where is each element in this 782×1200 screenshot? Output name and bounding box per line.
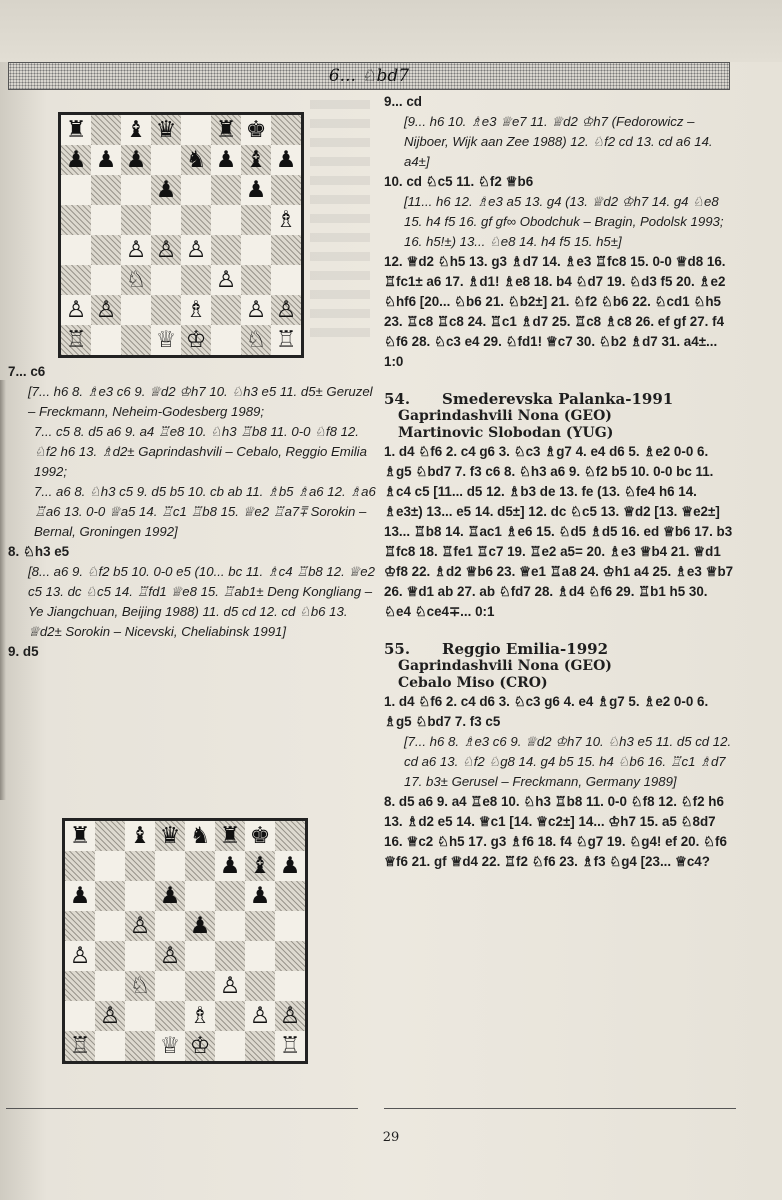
board-square — [65, 821, 95, 851]
move-text: 9... cd — [384, 94, 422, 109]
board-square — [185, 971, 215, 1001]
board-square — [155, 971, 185, 1001]
board-square — [155, 1031, 185, 1061]
board-square — [215, 821, 245, 851]
chess-piece-icon: ♝ — [249, 852, 271, 879]
board-square — [185, 1031, 215, 1061]
footer-rule-left — [6, 1108, 358, 1109]
chess-piece-icon: ♘ — [129, 972, 151, 999]
board-square — [91, 265, 121, 295]
board-square — [91, 235, 121, 265]
board-square — [121, 235, 151, 265]
chess-piece-icon: ♘ — [125, 266, 147, 293]
annotation-text: [7... h6 8. ♗e3 c6 9. ♕d2 ♔h7 10. ♘h3 e5 11. d5± Geruzel – Freckmann, Neheim-Godesberg 1989; — [28, 384, 373, 419]
board-square — [91, 325, 121, 355]
board-square — [95, 971, 125, 1001]
board-square — [95, 1031, 125, 1061]
game-number: 55. — [384, 640, 411, 658]
board-square — [61, 235, 91, 265]
board-square — [275, 911, 305, 941]
chess-piece-icon: ♙ — [245, 296, 267, 323]
board-square — [125, 941, 155, 971]
game-place: Reggio Emilia-1992 — [442, 640, 609, 658]
board-square — [215, 1031, 245, 1061]
player-name: Cebalo Miso (CRO) — [398, 675, 548, 691]
board-square — [61, 205, 91, 235]
board-square — [215, 911, 245, 941]
chess-piece-icon: ♙ — [99, 1002, 121, 1029]
board-square — [271, 265, 301, 295]
board-square — [155, 881, 185, 911]
board-square — [241, 265, 271, 295]
board-square — [245, 1001, 275, 1031]
board-square — [185, 821, 215, 851]
game-heading — [384, 390, 736, 408]
chess-piece-icon: ♖ — [279, 1032, 301, 1059]
board-square — [271, 205, 301, 235]
board-square — [125, 851, 155, 881]
chess-piece-icon: ♟ — [249, 882, 271, 909]
page-edge-shadow — [0, 380, 6, 800]
chess-piece-icon: ♕ — [159, 1032, 181, 1059]
chess-diagram-1 — [58, 112, 304, 358]
chess-piece-icon: ♛ — [155, 116, 177, 143]
board-square — [65, 851, 95, 881]
board-square — [91, 295, 121, 325]
board-square — [181, 325, 211, 355]
annotation-text: [7... h6 8. ♗e3 c6 9. ♕d2 ♔h7 10. ♘h3 e5 11. d5 cd 12. cd a6 13. ♘f2 ♘g8 14. g4 b5 15. h4 ♘b6 16. ♖c1 ♗d7 17. b3± Gerusel – Freckmann, Germany 1989] — [404, 734, 732, 789]
board-square — [275, 881, 305, 911]
chess-piece-icon: ♟ — [125, 146, 147, 173]
chess-piece-icon: ♟ — [189, 912, 211, 939]
board-square — [275, 941, 305, 971]
board-square — [271, 235, 301, 265]
board-square — [215, 851, 245, 881]
chess-piece-icon: ♞ — [189, 822, 211, 849]
board-square — [245, 1031, 275, 1061]
board-square — [65, 1031, 95, 1061]
annotation-text: 7... c5 8. d5 a6 9. a4 ♖e8 10. ♘h3 ♖b8 11. 0-0 ♘f8 12. ♘f2 h6 13. ♗d2± Gaprindashvili – Cebalo, Reggio Emilia 1992; — [34, 424, 367, 479]
board-square — [151, 235, 181, 265]
board-square — [155, 1001, 185, 1031]
chess-piece-icon: ♙ — [249, 1002, 271, 1029]
board-square — [215, 941, 245, 971]
board-square — [121, 115, 151, 145]
board-square — [185, 1001, 215, 1031]
chess-piece-icon: ♙ — [155, 236, 177, 263]
chess-piece-icon: ♟ — [159, 882, 181, 909]
board-square — [95, 881, 125, 911]
board-square — [155, 911, 185, 941]
move-text: 1. d4 ♘f6 2. c4 d6 3. ♘c3 g6 4. e4 ♗g7 5. ♗e2 0-0 6. ♗g5 ♘bd7 7. f3 c5 — [384, 694, 709, 729]
move-text: 8. d5 a6 9. a4 ♖e8 10. ♘h3 ♖b8 11. 0-0 ♘f8 12. ♘f2 h6 13. ♗d2 e5 14. ♕c1 [14. ♕c2±] 14... ♔h7 15. a5 ♘8d7 16. ♕c2 ♘h5 17. g3 ♗f6 18. f4 ♘g7 19. ♘g4! ef 20. ♘f6 ♕f6 21. gf ♕d4 22. ♖f2 ♘f6 23. ♗f3 ♘g4 [23... ♕c4? — [384, 794, 727, 869]
board-square — [125, 1001, 155, 1031]
board-square — [65, 1001, 95, 1031]
board-square — [245, 851, 275, 881]
board-square — [151, 115, 181, 145]
move-text: 8. ♘h3 e5 — [8, 544, 70, 559]
board-square — [275, 971, 305, 1001]
board-square — [245, 911, 275, 941]
chess-piece-icon: ♟ — [215, 146, 237, 173]
board-square — [271, 145, 301, 175]
header-title: 6... ♘bd7 — [328, 66, 410, 86]
chess-piece-icon: ♗ — [185, 296, 207, 323]
board-square — [121, 325, 151, 355]
board-square — [125, 911, 155, 941]
running-header — [8, 62, 730, 90]
board-square — [181, 265, 211, 295]
board-square — [121, 295, 151, 325]
board-square — [95, 821, 125, 851]
chess-piece-icon: ♚ — [249, 822, 271, 849]
chess-piece-icon: ♟ — [219, 852, 241, 879]
chess-piece-icon: ♙ — [185, 236, 207, 263]
board-square — [241, 205, 271, 235]
annotation-text: [9... h6 10. ♗e3 ♕e7 11. ♕d2 ♔h7 (Fedorowicz – Nijboer, Wijk aan Zee 1988) 12. ♘f2 cd 13. cd a6 14. a4±] — [404, 114, 713, 169]
board-square — [181, 175, 211, 205]
board-square — [95, 941, 125, 971]
board-square — [151, 265, 181, 295]
board-square — [121, 145, 151, 175]
chess-piece-icon: ♝ — [129, 822, 151, 849]
board-square — [181, 145, 211, 175]
board-square — [91, 115, 121, 145]
chess-piece-icon: ♟ — [245, 176, 267, 203]
chess-piece-icon: ♟ — [95, 146, 117, 173]
chess-piece-icon: ♖ — [69, 1032, 91, 1059]
board-square — [215, 1001, 245, 1031]
move-text: 1. d4 ♘f6 2. c4 g6 3. ♘c3 ♗g7 4. e4 d6 5. ♗e2 0-0 6. ♗g5 ♘bd7 7. f3 c6 8. ♘h3 a6 9. ♘f2 b5 10. 0-0 bc 11. ♗c4 c5 [11... d5 12. ♗b3 de 13. fe (13. ♘fe4 h6 14. ♗e3±) 13... e5 14. d5±] 12. dc ♘c5 13. ♕d2 [13. ♕e2±] 13... ♖b8 14. ♖ac1 ♗e6 15. ♘d5 ♗d5 16. ed ♕b6 17. b3 ♖fc8 18. ♖fe1 ♖c7 19. ♖e2 a5= 20. ♗e3 ♕b4 21. ♕d1 ♔f8 22. ♗d2 ♕b6 23. ♕e1 ♖a8 24. ♔h1 a4 25. ♗e3 ♕b7 26. ♕d1 ab 27. ab ♘fd7 28. ♗d4 ♘f6 29. ♖b1 h5 30. ♘e4 ♘ce4∓... 0:1 — [384, 444, 734, 619]
board-square — [211, 295, 241, 325]
board-square — [65, 911, 95, 941]
chess-piece-icon: ♜ — [69, 822, 91, 849]
board-square — [211, 175, 241, 205]
board-square — [61, 295, 91, 325]
bleed-through-text — [310, 100, 370, 340]
board-square — [211, 145, 241, 175]
move-text: 7... c6 — [8, 364, 46, 379]
chess-piece-icon: ♘ — [245, 326, 267, 353]
chess-piece-icon: ♙ — [129, 912, 151, 939]
board-square — [155, 821, 185, 851]
footer-rule-right — [384, 1108, 736, 1109]
board-square — [61, 175, 91, 205]
board-square — [185, 851, 215, 881]
board-square — [125, 971, 155, 1001]
board-square — [241, 235, 271, 265]
board-square — [181, 205, 211, 235]
board-square — [211, 265, 241, 295]
chess-piece-icon: ♙ — [279, 1002, 301, 1029]
bleed-through-area — [0, 0, 782, 62]
move-text: 10. cd ♘c5 11. ♘f2 ♕b6 — [384, 174, 534, 189]
board-square — [271, 325, 301, 355]
board-square — [125, 881, 155, 911]
chess-piece-icon: ♝ — [245, 146, 267, 173]
board-square — [95, 851, 125, 881]
chess-piece-icon: ♙ — [125, 236, 147, 263]
right-column — [384, 92, 736, 872]
board-square — [151, 175, 181, 205]
board-square — [121, 265, 151, 295]
board-square — [185, 911, 215, 941]
board-square — [275, 1031, 305, 1061]
chess-piece-icon: ♟ — [69, 882, 91, 909]
board-square — [275, 821, 305, 851]
chess-piece-icon: ♔ — [185, 326, 207, 353]
chess-piece-icon: ♙ — [215, 266, 237, 293]
chess-piece-icon: ♗ — [275, 206, 297, 233]
board-square — [151, 295, 181, 325]
move-text: 12. ♕d2 ♘h5 13. g3 ♗d7 14. ♗e3 ♖fc8 15. 0-0 ♕d8 16. ♖fc1± a6 17. ♗d1! ♗e8 18. b4 ♘d7 19. ♘d3 f5 20. ♗e2 ♘hf6 [20... ♘b6 21. ♘b2±] 21. ♘f2 ♘b6 22. ♘cd1 ♘h5 23. ♖c8 ♖c8 24. ♖c1 ♗d7 25. ♖c8 ♗c8 26. ef gf 27. f4 ♘f6 28. ♘c3 e4 29. ♘fd1! ♕c7 30. ♘b2 ♗d7 31. a4±... 1:0 — [384, 254, 726, 369]
chess-piece-icon: ♕ — [155, 326, 177, 353]
board-square — [245, 941, 275, 971]
chess-piece-icon: ♙ — [69, 942, 91, 969]
chess-piece-icon: ♟ — [275, 146, 297, 173]
board-square — [91, 145, 121, 175]
board-square — [181, 295, 211, 325]
board-square — [241, 295, 271, 325]
chess-piece-icon: ♚ — [245, 116, 267, 143]
board-square — [241, 175, 271, 205]
chess-piece-icon: ♙ — [95, 296, 117, 323]
board-square — [185, 941, 215, 971]
chess-piece-icon: ♞ — [185, 146, 207, 173]
annotation-text: [8... a6 9. ♘f2 b5 10. 0-0 e5 (10... bc 11. ♗c4 ♖b8 12. ♕e2 c5 13. dc ♘c5 14. ♖fd1 ♕e8 15. ♖ab1± Deng Kongliang – Ye Jiangchuan, Beijing 1988) 11. d5 cd 12. cd ♘b6 13. ♕d2± Sorokin – Nicevski, Cheliabinsk 1991] — [28, 564, 375, 639]
board-square — [271, 175, 301, 205]
board-square — [151, 325, 181, 355]
annotation-text: [11... h6 12. ♗e3 a5 13. g4 (13. ♕d2 ♔h7 14. g4 ♘e8 15. h4 f5 16. gf gf∞ Obodchuk – Bragin, Podolsk 1993; 16. h5!±) 13... ♘e8 14. h4 f5 15. h5±] — [404, 194, 724, 249]
board-square — [275, 851, 305, 881]
chess-piece-icon: ♙ — [219, 972, 241, 999]
board-square — [271, 115, 301, 145]
game-number: 54. — [384, 390, 411, 408]
chess-piece-icon: ♜ — [65, 116, 87, 143]
board-square — [121, 205, 151, 235]
board-square — [215, 881, 245, 911]
board-square — [241, 145, 271, 175]
chess-piece-icon: ♗ — [189, 1002, 211, 1029]
game-heading — [384, 640, 736, 658]
board-square — [61, 145, 91, 175]
chess-piece-icon: ♖ — [65, 326, 87, 353]
board-square — [121, 175, 151, 205]
board-square — [155, 941, 185, 971]
chess-piece-icon: ♖ — [275, 326, 297, 353]
chess-piece-icon: ♝ — [125, 116, 147, 143]
board-square — [155, 851, 185, 881]
board-square — [181, 115, 211, 145]
chess-piece-icon: ♟ — [279, 852, 301, 879]
page-number: 29 — [382, 1130, 400, 1145]
board-square — [91, 205, 121, 235]
board-square — [151, 205, 181, 235]
board-square — [275, 1001, 305, 1031]
board-square — [241, 115, 271, 145]
left-column — [8, 362, 376, 662]
board-square — [61, 265, 91, 295]
board-square — [241, 325, 271, 355]
board-square — [125, 821, 155, 851]
board-square — [181, 235, 211, 265]
board-square — [211, 235, 241, 265]
board-square — [245, 881, 275, 911]
chess-piece-icon: ♜ — [219, 822, 241, 849]
board-square — [95, 1001, 125, 1031]
board-square — [61, 115, 91, 145]
chess-piece-icon: ♛ — [159, 822, 181, 849]
board-square — [91, 175, 121, 205]
board-square — [125, 1031, 155, 1061]
chess-piece-icon: ♙ — [159, 942, 181, 969]
board-square — [271, 295, 301, 325]
player-name: Gaprindashvili Nona (GEO) — [398, 658, 612, 674]
board-square — [211, 205, 241, 235]
player-name: Martinovic Slobodan (YUG) — [398, 425, 614, 441]
board-square — [65, 941, 95, 971]
game-place: Smederevska Palanka-1991 — [442, 390, 674, 408]
chess-piece-icon: ♜ — [215, 116, 237, 143]
chess-piece-icon: ♟ — [65, 146, 87, 173]
board-square — [65, 881, 95, 911]
player-name: Gaprindashvili Nona (GEO) — [398, 408, 612, 424]
chess-piece-icon: ♟ — [155, 176, 177, 203]
board-square — [245, 821, 275, 851]
board-square — [185, 881, 215, 911]
board-square — [95, 911, 125, 941]
board-square — [61, 325, 91, 355]
board-square — [65, 971, 95, 1001]
chess-piece-icon: ♙ — [65, 296, 87, 323]
board-square — [151, 145, 181, 175]
chess-piece-icon: ♔ — [189, 1032, 211, 1059]
board-square — [215, 971, 245, 1001]
annotation-text: 7... a6 8. ♘h3 c5 9. d5 b5 10. cb ab 11. ♗b5 ♗a6 12. ♗a6 ♖a6 13. 0-0 ♕a5 14. ♖c1 ♖b8 15. ♕e2 ♖a7⩱ Sorokin – Bernal, Groningen 1992] — [34, 484, 376, 539]
move-text: 9. d5 — [8, 644, 39, 659]
chess-diagram-2 — [62, 818, 308, 1064]
board-square — [211, 115, 241, 145]
board-square — [245, 971, 275, 1001]
chess-piece-icon: ♙ — [275, 296, 297, 323]
board-square — [211, 325, 241, 355]
